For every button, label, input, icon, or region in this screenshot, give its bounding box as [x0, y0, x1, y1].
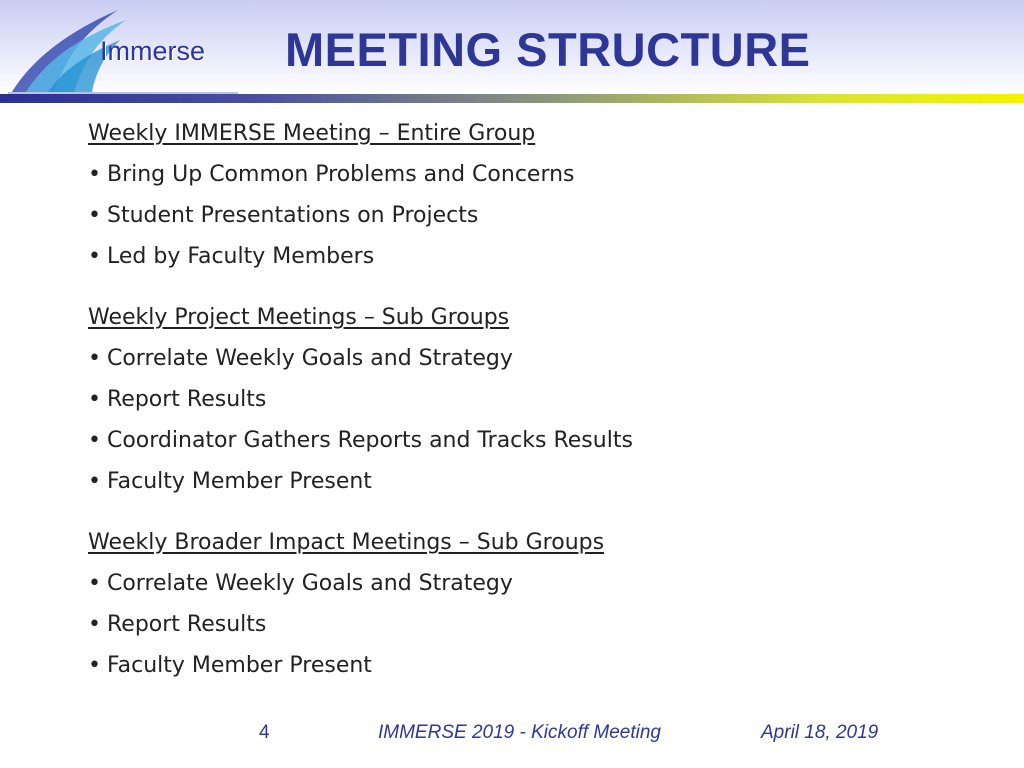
slide-title: MEETING STRUCTURE	[285, 23, 811, 76]
bullet-text: Bring Up Common Problems and Concerns	[106, 162, 575, 187]
bullet-icon: •	[88, 469, 101, 494]
section-weekly-broader-impact-meetings	[88, 527, 968, 691]
logo-wordmark: Immerse	[100, 36, 206, 66]
section-heading: Weekly IMMERSE Meeting – Entire Group	[88, 121, 536, 146]
bullet-icon: •	[88, 428, 101, 453]
bullet-text: Coordinator Gathers Reports and Tracks Results	[106, 428, 633, 453]
bullet-item	[88, 241, 968, 282]
bullet-item	[88, 384, 968, 425]
immerse-logo	[8, 6, 238, 94]
section-heading: Weekly Broader Impact Meetings – Sub Groups	[88, 530, 605, 555]
section-weekly-project-meetings	[88, 302, 968, 507]
section-heading: Weekly Project Meetings – Sub Groups	[88, 305, 510, 330]
bullet-icon: •	[88, 571, 101, 596]
slide-body	[88, 118, 968, 711]
bullet-text: Led by Faculty Members	[106, 244, 375, 269]
footer-event-name: IMMERSE 2019 - Kickoff Meeting	[378, 722, 661, 743]
bullet-text: Faculty Member Present	[106, 653, 372, 678]
bullet-item	[88, 200, 968, 241]
bullet-icon: •	[88, 653, 101, 678]
bullet-icon: •	[88, 346, 101, 371]
bullet-item	[88, 425, 968, 466]
bullet-item	[88, 650, 968, 691]
bullet-icon: •	[88, 162, 101, 187]
bullet-item	[88, 568, 968, 609]
bullet-text: Faculty Member Present	[106, 469, 372, 494]
section-weekly-immerse-meeting	[88, 118, 968, 282]
bullet-text: Report Results	[106, 387, 267, 412]
bullet-icon: •	[88, 612, 101, 637]
bullet-text: Correlate Weekly Goals and Strategy	[106, 346, 513, 371]
bullet-text: Report Results	[106, 612, 267, 637]
bullet-text: Student Presentations on Projects	[106, 203, 479, 228]
bullet-icon: •	[88, 244, 101, 269]
bullet-item	[88, 343, 968, 384]
bullet-item	[88, 159, 968, 200]
bullet-icon: •	[88, 203, 101, 228]
bullet-item	[88, 466, 968, 507]
bullet-text: Correlate Weekly Goals and Strategy	[106, 571, 513, 596]
bullet-item	[88, 609, 968, 650]
footer-date: April 18, 2019	[761, 722, 879, 743]
footer-page-number: 4	[259, 722, 270, 743]
bullet-icon: •	[88, 387, 101, 412]
header-gradient-rule	[0, 94, 1024, 103]
